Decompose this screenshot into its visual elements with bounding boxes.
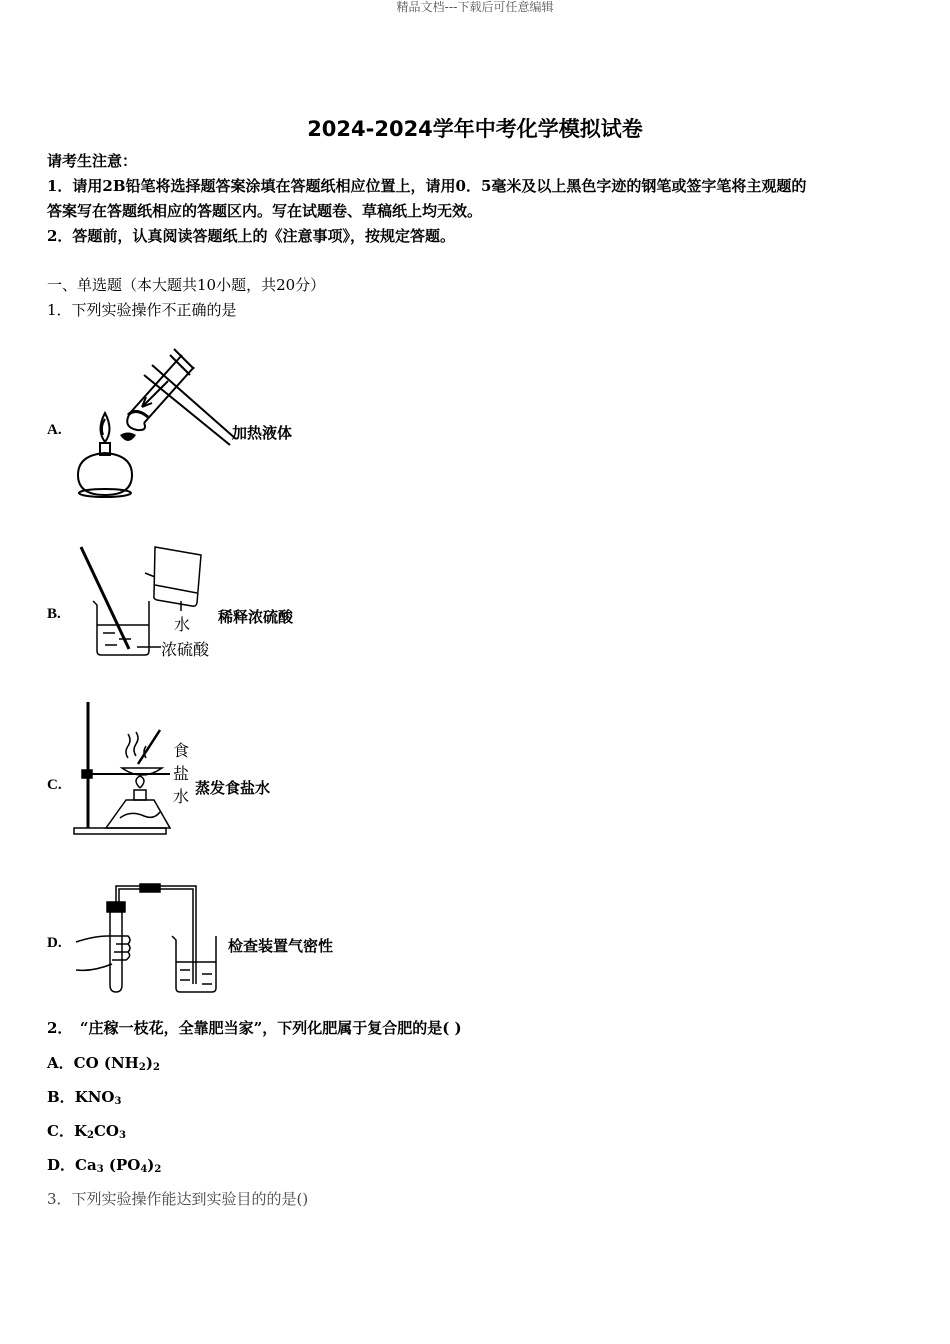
question-3-stem: 3．下列实验操作能达到实验目的的是() bbox=[47, 1190, 309, 1208]
salt-label-2: 盐 bbox=[173, 764, 190, 783]
page-title: 2024-2024学年中考化学模拟试卷 bbox=[307, 117, 643, 141]
acid-label: 浓硫酸 bbox=[161, 640, 210, 659]
question-2-stem: 2． “庄稼一枝花，全靠肥当家”，下列化肥属于复合肥的是( ) bbox=[47, 1019, 462, 1037]
option-c-label: C. bbox=[47, 777, 62, 793]
q2-option-b-label: B． bbox=[47, 1088, 75, 1106]
salt-label-1: 食 bbox=[173, 741, 190, 760]
q2-option-c-label: C． bbox=[47, 1122, 74, 1140]
notice-line-1: 1．请用2B铅笔将选择题答案涂填在答题纸相应位置上，请用0．5毫米及以上黑色字迹的钢笔或签字笔将主观题的 bbox=[47, 177, 807, 195]
option-a-label: A. bbox=[47, 422, 62, 438]
salt-label-3: 水 bbox=[173, 787, 190, 806]
airtightness-diagram bbox=[72, 880, 232, 995]
evaporation-diagram bbox=[70, 700, 175, 840]
option-d-label: D. bbox=[47, 935, 62, 951]
section-heading: 一、单选题（本大题共10小题，共20分） bbox=[47, 276, 326, 294]
option-d-caption: 检查装置气密性 bbox=[228, 937, 334, 955]
q2-option-d: D．$Ca_3$ $(PO_4)_2$ bbox=[47, 1156, 162, 1175]
notice-line-3: 2．答题前，认真阅读答题纸上的《注意事项》，按规定答题。 bbox=[47, 227, 455, 245]
option-a-caption: 加热液体 bbox=[232, 424, 293, 442]
option-b-label: B. bbox=[47, 606, 61, 622]
notice-heading: 请考生注意： bbox=[47, 152, 138, 170]
q2-option-b: B．$KNO_3$ bbox=[47, 1088, 122, 1107]
notice-line-2: 答案写在答题纸相应的答题区内。写在试题卷、草稿纸上均无效。 bbox=[47, 202, 483, 220]
option-c-caption: 蒸发食盐水 bbox=[195, 779, 271, 797]
question-1-stem: 1．下列实验操作不正确的是 bbox=[47, 301, 237, 319]
option-b-caption: 稀释浓硫酸 bbox=[218, 608, 294, 626]
q2-option-d-label: D． bbox=[47, 1156, 76, 1174]
q2-option-a: A．CO $(NH_2)_2$ bbox=[47, 1054, 160, 1073]
heating-liquid-diagram bbox=[70, 335, 240, 505]
page-header: 精品文档---下载后可任意编辑 bbox=[396, 0, 554, 14]
q2-option-a-label: A． bbox=[47, 1054, 74, 1072]
water-label: 水 bbox=[174, 615, 191, 634]
q2-option-c: C．$K_2CO_3$ bbox=[47, 1122, 126, 1141]
